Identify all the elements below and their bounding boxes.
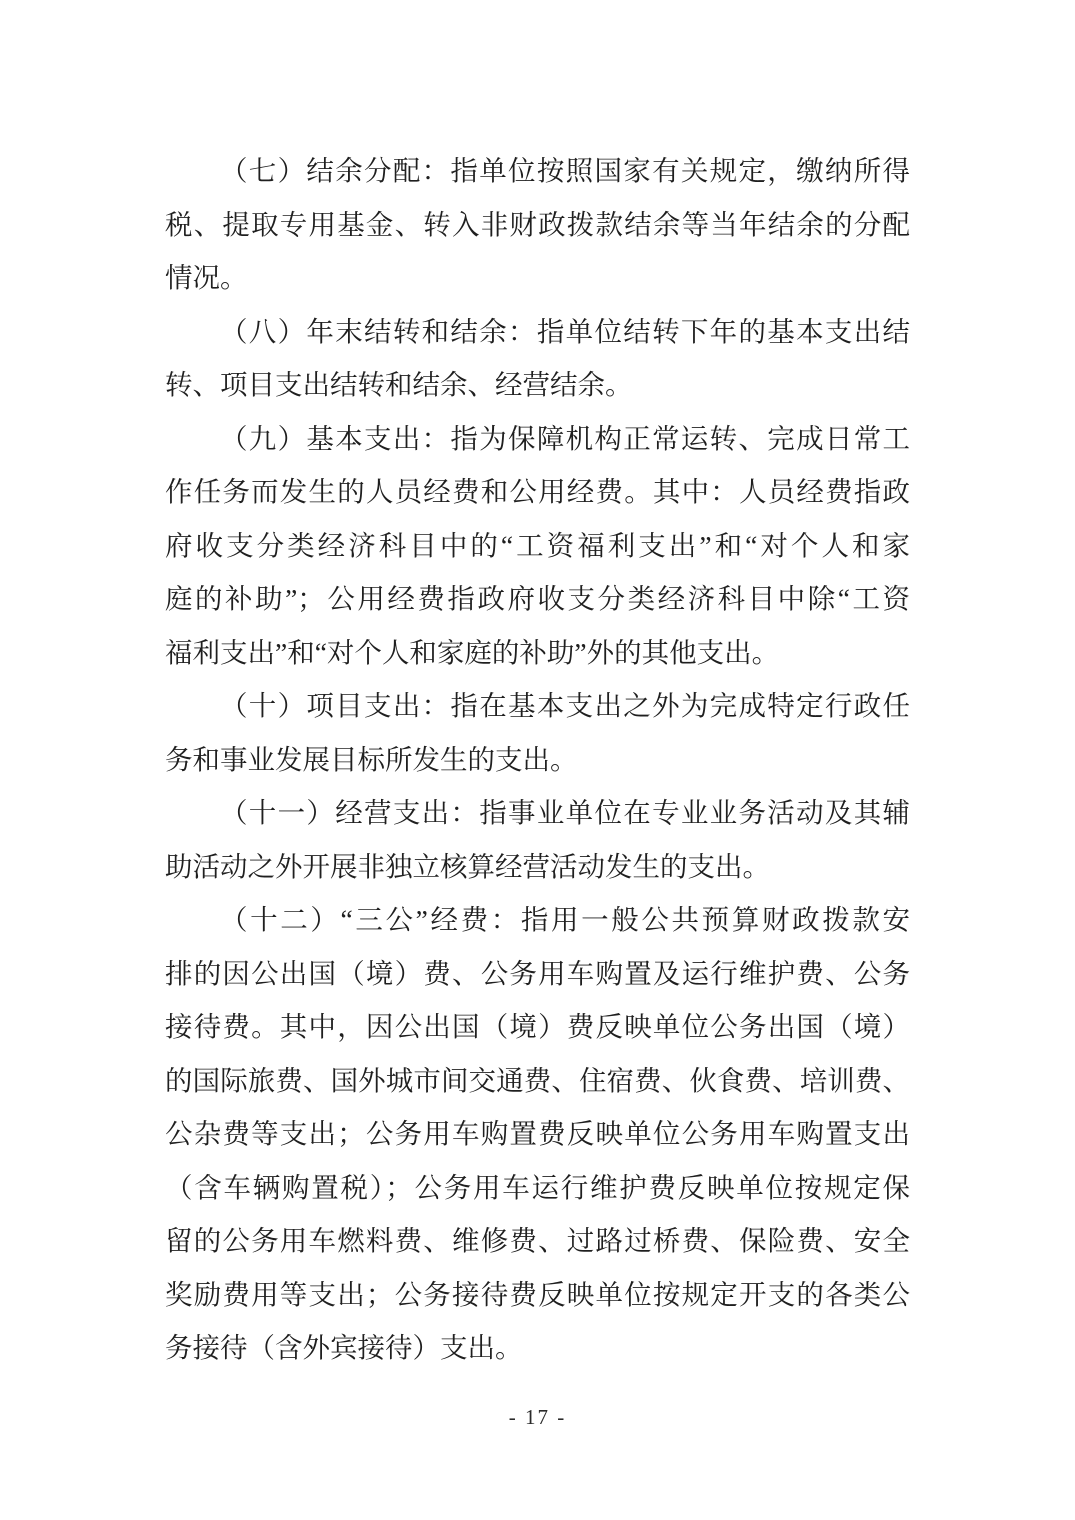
paragraph-line: 留的公务用车燃料费、维修费、过路过桥费、保险费、安全 (165, 1225, 910, 1256)
paragraph (165, 786, 910, 893)
paragraph-line: 府收支分类经济科目中的“工资福利支出”和“对个人和家 (165, 529, 910, 561)
paragraph (165, 305, 910, 412)
paragraph-line: 公杂费等支出；公务用车购置费反映单位公务用车购置支出 (165, 1118, 910, 1149)
page-number: - 17 - (508, 1405, 567, 1429)
paragraph-line: 务和事业发展目标所发生的支出。 (165, 743, 578, 775)
paragraph-line: 接待费。其中，因公出国（境）费反映单位公务出国（境） (165, 1011, 910, 1042)
paragraph-line: 情况。 (165, 262, 248, 293)
document-body (165, 144, 910, 1375)
paragraph-line: （十二）“三公”经费：指用一般公共预算财政拨款安 (220, 904, 910, 935)
paragraph-line: （九）基本支出：指为保障机构正常运转、完成日常工 (220, 422, 910, 454)
paragraph-line: 助活动之外开展非独立核算经营活动发生的支出。 (165, 850, 770, 882)
paragraph-line: 转、项目支出结转和结余、经营结余。 (165, 369, 633, 400)
paragraph-line: 务接待（含外宾接待）支出。 (165, 1332, 523, 1363)
paragraph-line: （八）年末结转和结余：指单位结转下年的基本支出结 (220, 315, 910, 347)
paragraph-line: 作任务而发生的人员经费和公用经费。其中：人员经费指政 (165, 476, 910, 507)
paragraph-line: 福利支出”和“对个人和家庭的补助”外的其他支出。 (165, 636, 780, 668)
paragraph-line: （十）项目支出：指在基本支出之外为完成特定行政任 (220, 690, 910, 721)
paragraph (165, 679, 910, 786)
paragraph (165, 412, 910, 680)
paragraph-line: （含车辆购置税）；公务用车运行维护费反映单位按规定保 (165, 1171, 910, 1203)
paragraph-line: （七）结余分配：指单位按照国家有关规定，缴纳所得 (220, 155, 910, 186)
paragraph-line: 奖励费用等支出；公务接待费反映单位按规定开支的各类公 (165, 1278, 910, 1310)
paragraph-line: （十一）经营支出：指事业单位在专业业务活动及其辅 (220, 797, 910, 828)
paragraph-line: 排的因公出国（境）费、公务用车购置及运行维护费、公务 (165, 957, 910, 989)
paragraph-line: 庭的补助”；公用经费指政府收支分类经济科目中除“工资 (165, 583, 910, 614)
paragraph-line: 的国际旅费、国外城市间交通费、住宿费、伙食费、培训费、 (165, 1064, 910, 1096)
paragraph (165, 144, 910, 305)
paragraph-line: 税、提取专用基金、转入非财政拨款结余等当年结余的分配 (165, 208, 910, 240)
paragraph (165, 893, 910, 1375)
